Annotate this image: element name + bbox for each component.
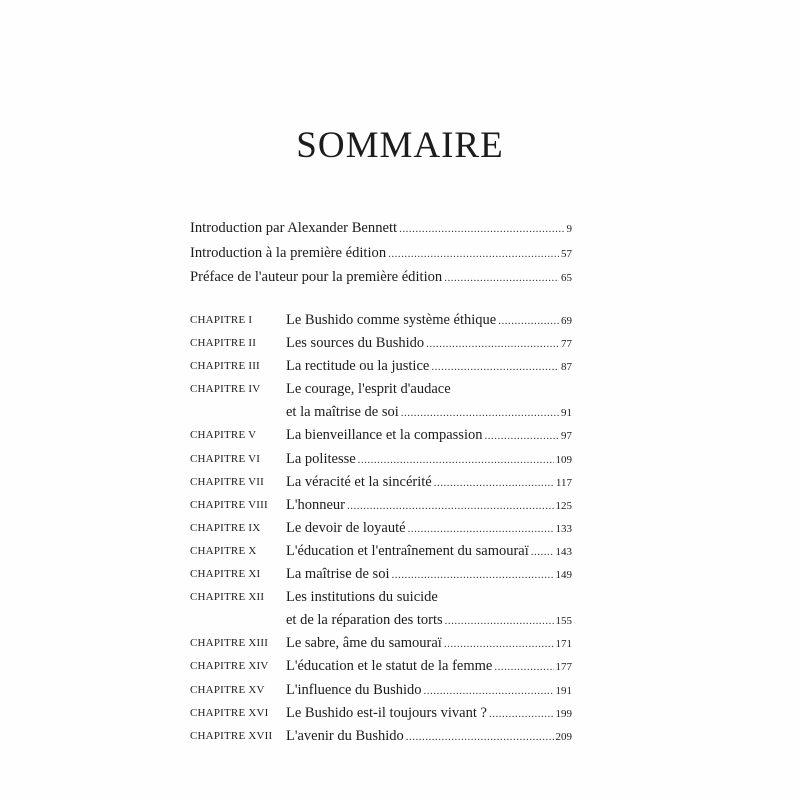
chapter-title: Le courage, l'esprit d'audace: [286, 381, 451, 398]
chapter-number: CHAPITRE I: [190, 314, 253, 326]
chapter-number: CHAPITRE VIII: [190, 498, 268, 511]
chapter-page: 109: [555, 453, 572, 466]
chapter-entry: [190, 448, 572, 471]
chapter-title: La véracité et la sincérité: [286, 473, 432, 490]
chapter-page: 177: [555, 661, 572, 674]
chapter-number: CHAPITRE XV: [190, 683, 265, 696]
chapter-title: L'avenir du Bushido: [286, 727, 404, 744]
chapter-number: CHAPITRE II: [190, 337, 257, 350]
dot-leader: [399, 217, 564, 242]
chapter-title: L'influence du Bushido: [286, 681, 422, 698]
chapter-title: L'éducation et le statut de la femme: [286, 658, 493, 675]
chapter-page: 155: [555, 615, 572, 628]
dot-leader: [498, 310, 559, 333]
chapter-title-continued: et la maîtrise de soi: [286, 404, 399, 421]
chapter-title: Les sources du Bushido: [286, 335, 425, 352]
chapter-entry: [190, 355, 572, 378]
chapter-title: La rectitude ou la justice: [286, 358, 430, 375]
chapter-number: CHAPITRE III: [190, 360, 260, 373]
dot-leader: [531, 541, 554, 564]
dot-leader: [431, 356, 559, 379]
chapter-number: CHAPITRE XIV: [190, 660, 269, 673]
dot-leader: [406, 726, 554, 749]
chapter-title: Les institutions du suicide: [286, 589, 438, 606]
chapter-page: 133: [555, 522, 572, 535]
chapter-title: Le devoir de loyauté: [286, 519, 406, 536]
chapter-page: 199: [555, 707, 572, 720]
chapter-list: [190, 309, 572, 748]
dot-leader: [484, 425, 559, 448]
dot-leader: [426, 333, 559, 356]
chapter-title: Le Bushido est-il toujours vivant ?: [286, 704, 487, 721]
dot-leader: [347, 495, 554, 518]
chapter-number: CHAPITRE XI: [190, 568, 261, 581]
chapter-entry: [190, 563, 572, 586]
chapter-page: 69: [561, 315, 572, 327]
chapter-page: 117: [555, 476, 572, 489]
chapter-title: L'éducation et l'entraînement du samouraï: [286, 542, 529, 559]
chapter-number: CHAPITRE XII: [190, 591, 265, 604]
chapter-number: CHAPITRE IV: [190, 383, 261, 396]
chapter-number: CHAPITRE IX: [190, 521, 261, 534]
toc-entry-label: Introduction par Alexander Bennett: [190, 220, 398, 236]
dot-leader: [424, 680, 554, 703]
chapter-entry: [190, 332, 572, 355]
chapter-entry: [190, 632, 572, 655]
chapter-title: L'honneur: [286, 496, 345, 513]
chapter-entry: [190, 702, 572, 725]
toc-entry: [190, 241, 572, 266]
chapter-entry: [190, 540, 572, 563]
chapter-page: 125: [555, 499, 572, 512]
chapter-number: CHAPITRE VII: [190, 475, 265, 488]
chapter-page: 209: [555, 730, 572, 743]
dot-leader: [444, 633, 554, 656]
chapter-page: 171: [555, 638, 572, 651]
dot-leader: [489, 703, 554, 726]
chapter-number: CHAPITRE V: [190, 429, 257, 442]
chapter-page: 97: [561, 430, 572, 443]
chapter-number: CHAPITRE XVI: [190, 706, 269, 719]
toc-entry: [190, 216, 572, 241]
chapter-title: Le sabre, âme du samouraï: [286, 635, 442, 652]
chapter-entry: [190, 471, 572, 494]
toc-entry-page: 65: [561, 272, 572, 284]
chapter-page: 191: [555, 684, 572, 697]
chapter-title-continued: et de la réparation des torts: [286, 612, 443, 629]
toc-entry-page: 57: [561, 247, 572, 260]
dot-leader: [401, 402, 559, 425]
chapter-title: La maîtrise de soi: [286, 566, 390, 583]
dot-leader: [445, 610, 554, 633]
chapter-number: CHAPITRE X: [190, 544, 257, 557]
toc-entry: [190, 265, 572, 290]
chapter-page: 149: [555, 569, 572, 582]
intro-list: [190, 216, 572, 290]
dot-leader: [494, 656, 553, 679]
dot-leader: [388, 242, 559, 267]
chapter-entry: [190, 378, 572, 424]
dot-leader: [391, 564, 553, 587]
chapter-title: Le Bushido comme système éthique: [286, 312, 497, 328]
chapter-number: CHAPITRE XVII: [190, 729, 273, 742]
chapter-entry: [190, 679, 572, 702]
chapter-entry: [190, 586, 572, 632]
toc-entry-page: 9: [566, 223, 572, 235]
chapter-entry: [190, 517, 572, 540]
chapter-entry: [190, 309, 572, 332]
chapter-title: La bienveillance et la compassion: [286, 427, 483, 444]
chapter-page: 77: [561, 338, 572, 351]
chapter-title: La politesse: [286, 450, 356, 467]
dot-leader: [444, 266, 559, 291]
chapter-page: 143: [555, 545, 572, 558]
dot-leader: [408, 518, 554, 541]
chapter-number: CHAPITRE VI: [190, 452, 261, 465]
chapter-entry: [190, 655, 572, 678]
chapter-number: CHAPITRE XIII: [190, 637, 269, 650]
chapter-entry: [190, 725, 572, 748]
dot-leader: [434, 472, 554, 495]
dot-leader: [358, 449, 554, 472]
chapter-page: 91: [561, 407, 572, 420]
toc-entry-label: Préface de l'auteur pour la première édition: [190, 269, 443, 285]
toc-entry-label: Introduction à la première édition: [190, 244, 387, 261]
page-title: SOMMAIRE: [296, 125, 504, 166]
chapter-page: 87: [561, 361, 572, 374]
chapter-entry: [190, 424, 572, 447]
chapter-entry: [190, 494, 572, 517]
